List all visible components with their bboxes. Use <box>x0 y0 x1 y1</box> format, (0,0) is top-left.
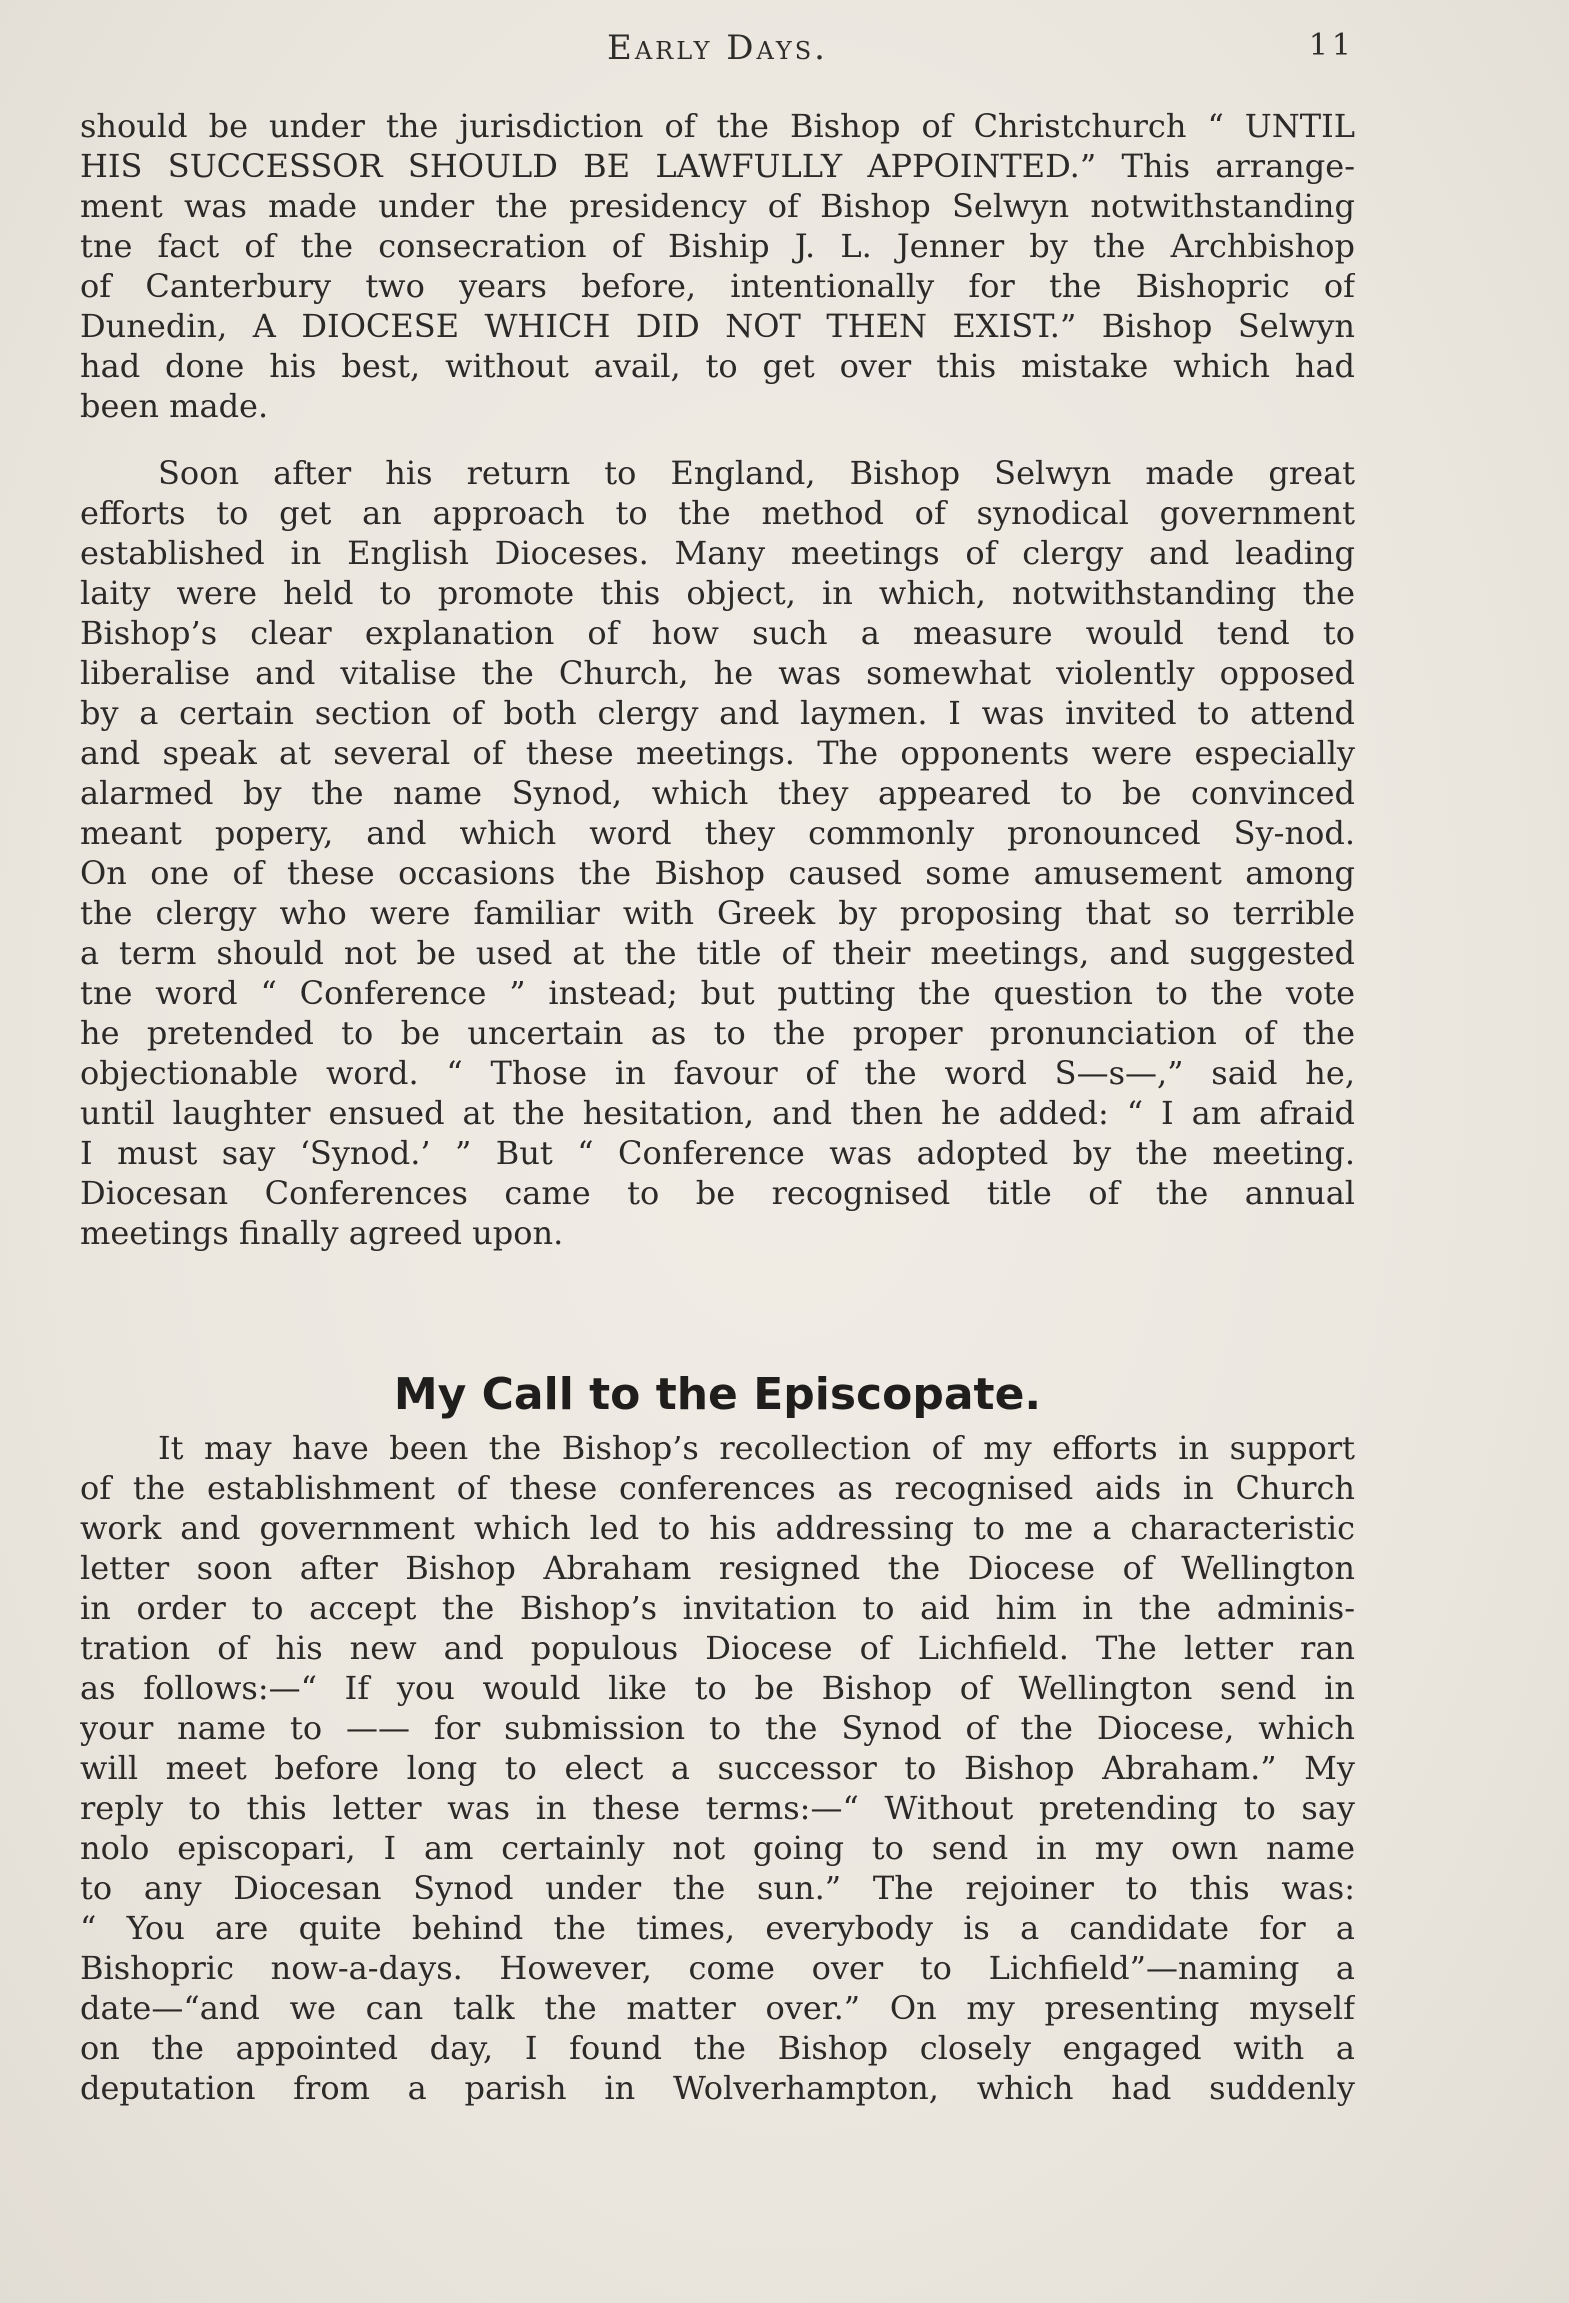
running-title: Early Days. <box>607 28 828 68</box>
section-heading: My Call to the Episcopate. <box>393 1368 1042 1420</box>
text-line: had done his best, without avail, to get over this mistake which had <box>80 347 1355 385</box>
text-line: been made. <box>80 387 269 425</box>
text-line: your name to —— for submission to the Synod of the Diocese, which <box>80 1709 1355 1747</box>
text-line: I must say ‘Synod.’ ” But “ Conference was adopted by the meeting. <box>80 1134 1355 1172</box>
text-line: to any Diocesan Synod under the sun.” The rejoiner to this was: <box>80 1869 1355 1907</box>
text-line: Bishopric now-a-days. However, come over to Lichfield”—naming a <box>80 1949 1355 1987</box>
text-line: ment was made under the presidency of Bishop Selwyn notwithstanding <box>80 187 1355 225</box>
text-line: in order to accept the Bishop’s invitation to aid him in the adminis- <box>80 1589 1355 1627</box>
text-line: alarmed by the name Synod, which they appeared to be convinced <box>80 774 1355 812</box>
text-line: on the appointed day, I found the Bishop closely engaged with a <box>80 2029 1355 2067</box>
text-line: should be under the jurisdiction of the Bishop of Christchurch “ UNTIL <box>80 107 1355 145</box>
text-line: date—“and we can talk the matter over.” On my presenting myself <box>80 1989 1355 2027</box>
text-line: tration of his new and populous Diocese of Lichfield. The letter ran <box>80 1629 1355 1667</box>
text-line: objectionable word. “ Those in favour of the word S—s—,” said he, <box>80 1054 1355 1092</box>
text-line: Dunedin, A DIOCESE WHICH DID NOT THEN EXIST.” Bishop Selwyn <box>80 307 1355 345</box>
text-line: tne fact of the consecration of Biship J. L. Jenner by the Archbishop <box>80 227 1355 265</box>
text-line: liberalise and vitalise the Church, he was somewhat violently opposed <box>80 654 1355 692</box>
text-line: Bishop’s clear explanation of how such a measure would tend to <box>80 614 1355 652</box>
paragraph-3 <box>80 1428 1355 2108</box>
text-line: HIS SUCCESSOR SHOULD BE LAWFULLY APPOINTED.” This arrange- <box>80 147 1355 185</box>
text-line: will meet before long to elect a successor to Bishop Abraham.” My <box>80 1749 1355 1787</box>
text-line: meetings finally agreed upon. <box>80 1214 564 1252</box>
text-line: until laughter ensued at the hesitation, and then he added: “ I am afraid <box>80 1094 1355 1132</box>
text-line: It may have been the Bishop’s recollection of my efforts in support <box>158 1429 1355 1467</box>
text-line: he pretended to be uncertain as to the proper pronunciation of the <box>80 1014 1355 1052</box>
text-line: letter soon after Bishop Abraham resigned the Diocese of Wellington <box>80 1549 1355 1587</box>
text-line: laity were held to promote this object, in which, notwithstanding the <box>80 574 1355 612</box>
text-line: Diocesan Conferences came to be recognised title of the annual <box>80 1174 1355 1212</box>
text-line: established in English Dioceses. Many meetings of clergy and leading <box>80 534 1355 572</box>
page-number: 11 <box>1308 28 1355 63</box>
text-line: nolo episcopari, I am certainly not going to send in my own name <box>80 1829 1355 1867</box>
text-line: of Canterbury two years before, intentionally for the Bishopric of <box>80 267 1355 305</box>
paragraph-2 <box>80 453 1355 1253</box>
text-line: deputation from a parish in Wolverhampton, which had suddenly <box>80 2069 1355 2107</box>
text-line: On one of these occasions the Bishop caused some amusement among <box>80 854 1355 892</box>
text-line: Soon after his return to England, Bishop Selwyn made great <box>158 454 1355 492</box>
text-line: reply to this letter was in these terms:—“ Without pretending to say <box>80 1789 1355 1827</box>
text-line: work and government which led to his addressing to me a characteristic <box>80 1509 1355 1547</box>
text-line: by a certain section of both clergy and laymen. I was invited to attend <box>80 694 1355 732</box>
text-line: tne word “ Conference ” instead; but putting the question to the vote <box>80 974 1355 1012</box>
text-line: “ You are quite behind the times, everybody is a candidate for a <box>80 1909 1355 1947</box>
text-line: the clergy who were familiar with Greek by proposing that so terrible <box>80 894 1355 932</box>
paragraph-1 <box>80 106 1355 426</box>
running-head <box>80 28 1355 78</box>
text-line: meant popery, and which word they commonly pronounced Sy-nod. <box>80 814 1355 852</box>
text-line: as follows:—“ If you would like to be Bishop of Wellington send in <box>80 1669 1355 1707</box>
text-line: and speak at several of these meetings. The opponents were especially <box>80 734 1355 772</box>
text-line: of the establishment of these conferences as recognised aids in Church <box>80 1469 1355 1507</box>
text-line: a term should not be used at the title of their meetings, and suggested <box>80 934 1355 972</box>
text-line: efforts to get an approach to the method of synodical government <box>80 494 1355 532</box>
